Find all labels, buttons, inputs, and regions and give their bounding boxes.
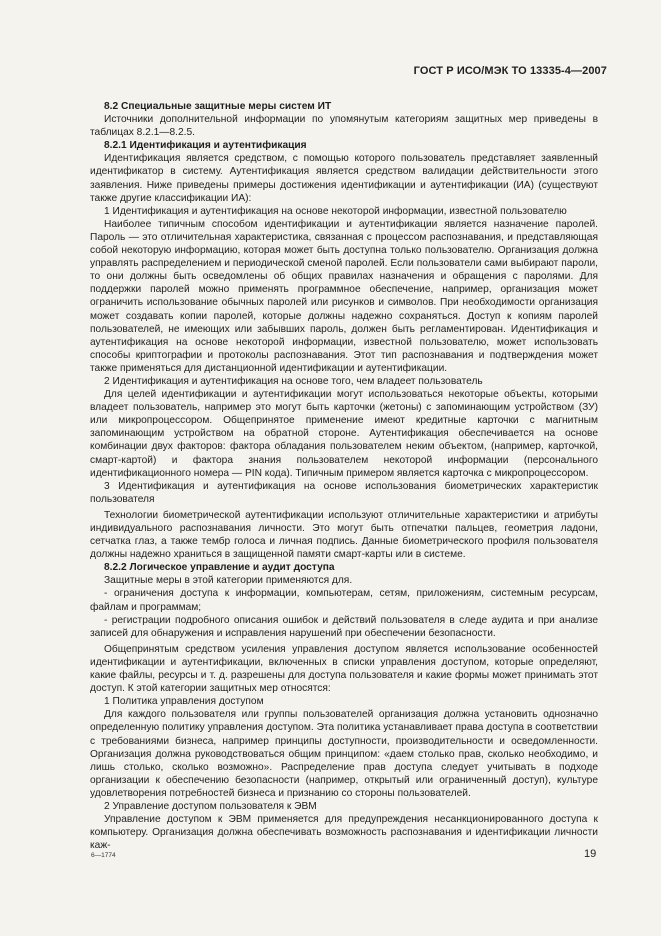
paragraph: Для каждого пользователя или группы пользователей организация должна установить однозначно определенную политику управления доступом. Эта политика устанавливает права доступа в соответствии с требованиями бизнеса, например принципы доступности, производительности и осведомленности. Организация должна руководствоваться общим принципом: «даем столько прав, сколько необходимо, и лишь столько, сколько возможно». Распределение прав доступа следует учитывать в подходе организации к обеспечению безопасности (например, открытый или ограниченный доступ), культуре удовлетворения потребностей бизнеса и признанию со стороны пользователей.: [90, 709, 598, 799]
paragraph: Управление доступом к ЭВМ применяется для предупреждения несанкционированного доступа к компьютеру. Организация должна обеспечивать возможность распознавания и идентификации личности каж-: [90, 814, 598, 852]
list-item: 1 Идентификация и аутентификация на основе некоторой информации, известной пользователю: [104, 205, 567, 217]
document-header-title: ГОСТ Р ИСО/МЭК ТО 13335-4—2007: [413, 65, 607, 77]
paragraph: Наиболее типичным способом идентификации и аутентификации является назначение паролей. Пароль — это отличительная характеристика, связанная с процессом распознавания, и представляющая собой некоторую информацию, которая может быть доступна только пользователю. Организация должна управлять распределением и периодической сменой паролей. Если пользователи сами выбирают пароли, то они должны быть осведомлены об общих правилах назначения и обращения с паролями. Для поддержки паролей можно применять программное обеспечение, например, организация может ограничить использование обычных паролей или рисунков и символов. При необходимости организация может создавать копии паролей, которые должны надежно сохраняться. Доступ к копиям паролей пользователей, не имеющих или забывших пароль, должен быть регламентирован. Идентификация и аутентификация на основе некоторой информации, известной пользователю, может использовать способы криптографии и протоколы распознавания. Этот тип распознавания и подтверждения может также применяться для дистанционной идентификации и аутентификации.: [90, 218, 598, 374]
document-body: [90, 100, 598, 852]
paragraph: Общепринятым средством усиления управления доступом является использование особенностей идентификации и аутентификации, включенных в списки управления доступом, которые определяют, какие файлы, ресурсы и т. д. разрешены для доступа пользователя и какие формы может принимать этот доступ. К этой категории защитных мер относятся:: [90, 643, 598, 695]
page-number: 19: [584, 848, 597, 860]
paragraph: Идентификация является средством, с помощью которого пользователь представляет заявленный идентификатор в систему. Аутентификация является средством валидации действительности этого заявления. Ниже приведены примеры достижения идентификации и аутентификации (ИА) (существуют также другие классификации ИА):: [90, 153, 598, 204]
dash-item: - регистрации подробного описания ошибок и действий пользователя в следе аудита и при анализе записей для обнаружения и исправления нарушений при обеспечении безопасности.: [90, 614, 598, 639]
list-item: 2 Идентификация и аутентификация на основе того, чем владеет пользователь: [104, 375, 483, 387]
paragraph: Технологии биометрической аутентификации используют отличительные характеристики и атрибуты индивидуального распознавания личности. Это могут быть отпечатки пальцев, геометрия ладони, сетчатка глаз, а также тембр голоса и личная подпись. Данные биометрического профиля пользователя должны надежно храниться в защищенной памяти смарт-карты или в системе.: [90, 509, 598, 561]
list-item: 3 Идентификация и аутентификация на основе использования биометрических характеристик пользователя: [90, 480, 598, 505]
list-item: 2 Управление доступом пользователя к ЭВМ: [104, 800, 317, 812]
paragraph: Защитные меры в этой категории применяются для.: [104, 575, 353, 587]
footer-code: 6—1774: [91, 852, 116, 859]
section-heading-8-2: 8.2 Специальные защитные меры систем ИТ: [104, 101, 332, 112]
section-heading-8-2-2: 8.2.2 Логическое управление и аудит доступа: [104, 562, 335, 574]
dash-item: - ограничения доступа к информации, компьютерам, сетям, приложениям, системным ресурсам, файлам и программам;: [90, 588, 598, 613]
list-item: 1 Политика управления доступом: [104, 696, 264, 708]
section-heading-8-2-1: 8.2.1 Идентификация и аутентификация: [104, 140, 307, 152]
paragraph: Для целей идентификации и аутентификации могут использоваться некоторые объекты, которыми владеет пользователь, например это могут быть карточки (жетоны) с запоминающим устройством (ЗУ) или микропроцессором. Общепринятое применение имеют кредитные карточки с магнитным запоминающим устройством на обратной стороне. Аутентификация обеспечивается на основе комбинации двух факторов: фактора обладания пользователем неким объектом, (например, карточкой, смарт-картой) и фактора знания пользователем некоторой информации (персонального идентификационного номера — PIN кода). Типичным примером является карточка с микропроцессором.: [90, 389, 598, 479]
paragraph: Источники дополнительной информации по упомянутым категориям защитных мер приведены в таблицах 8.2.1—8.2.5.: [90, 114, 598, 139]
